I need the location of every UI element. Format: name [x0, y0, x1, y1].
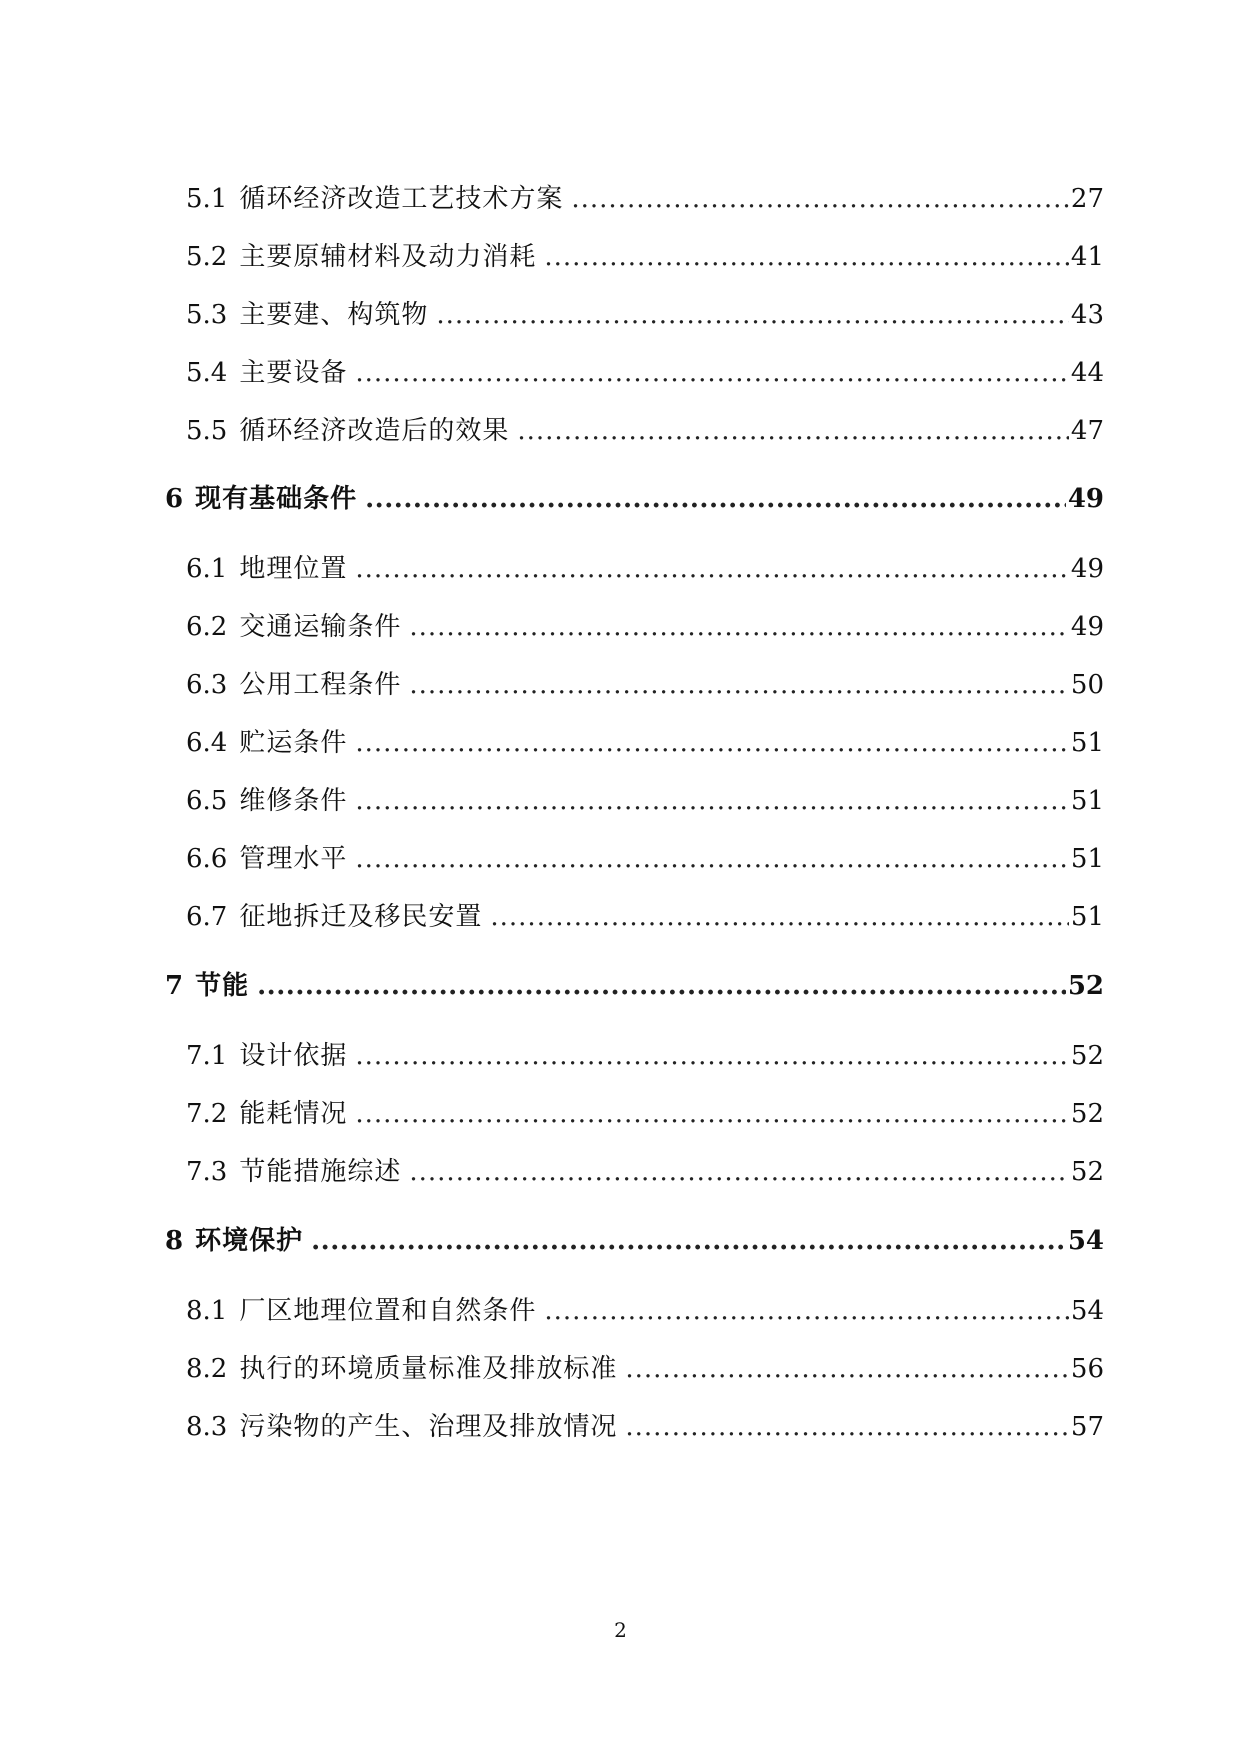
dot-leader — [409, 1152, 1069, 1192]
toc-entry-page: 43 — [1070, 300, 1104, 330]
toc-entry-number: 6.5 — [186, 786, 228, 816]
toc-entry-title: 地理位置 — [239, 554, 348, 584]
dot-leader — [409, 665, 1069, 705]
toc-entry-title: 主要原辅材料及动力消耗 — [239, 242, 537, 272]
toc-entry-number: 6.4 — [186, 728, 228, 758]
toc-entry-7-3[interactable] — [186, 1152, 1104, 1192]
toc-chapter-8[interactable] — [165, 1221, 1104, 1261]
dot-leader — [544, 1291, 1069, 1331]
toc-entry-8-1[interactable] — [186, 1291, 1104, 1331]
toc-entry-title: 厂区地理位置和自然条件 — [239, 1296, 537, 1326]
toc-entry-page: 49 — [1070, 612, 1104, 642]
toc-entry-page: 51 — [1070, 844, 1104, 874]
toc-entry-number: 5.5 — [186, 416, 228, 446]
toc-entry-title: 执行的环境质量标准及排放标准 — [239, 1354, 618, 1384]
toc-entry-title: 能耗情况 — [239, 1099, 348, 1129]
toc-chapter-6[interactable] — [165, 479, 1104, 519]
toc-entry-number: 6.2 — [186, 612, 228, 642]
toc-entry-page: 51 — [1070, 786, 1104, 816]
dot-leader — [355, 353, 1069, 393]
toc-chapter-title: 节能 — [195, 971, 250, 1001]
toc-entry-page: 47 — [1070, 416, 1104, 446]
toc-entry-number: 7.1 — [186, 1041, 228, 1071]
toc-entry-number: 7.2 — [186, 1099, 228, 1129]
toc-entry-6-4[interactable] — [186, 723, 1104, 763]
toc-entry-title: 循环经济改造工艺技术方案 — [239, 184, 564, 214]
toc-chapter-page: 49 — [1067, 484, 1104, 514]
toc-entry-page: 41 — [1070, 242, 1104, 272]
toc-entry-6-6[interactable] — [186, 839, 1104, 879]
toc-entry-6-7[interactable] — [186, 897, 1104, 937]
toc-entry-page: 52 — [1070, 1099, 1104, 1129]
dot-leader — [355, 781, 1069, 821]
toc-entry-title: 主要设备 — [239, 358, 348, 388]
toc-entry-page: 52 — [1070, 1041, 1104, 1071]
toc-entry-number: 5.1 — [186, 184, 228, 214]
toc-entry-5-2[interactable] — [186, 237, 1104, 277]
toc-chapter-number: 7 — [165, 971, 184, 1001]
dot-leader — [490, 897, 1069, 937]
toc-entry-number: 6.7 — [186, 902, 228, 932]
toc-entry-page: 51 — [1070, 728, 1104, 758]
toc-entry-7-2[interactable] — [186, 1094, 1104, 1134]
dot-leader — [355, 1036, 1069, 1076]
toc-entry-6-5[interactable] — [186, 781, 1104, 821]
toc-chapter-number: 8 — [165, 1226, 184, 1256]
toc-entry-title: 设计依据 — [239, 1041, 348, 1071]
toc-entry-number: 6.6 — [186, 844, 228, 874]
toc-chapter-number: 6 — [165, 484, 184, 514]
dot-leader — [311, 1221, 1066, 1261]
toc-entry-6-3[interactable] — [186, 665, 1104, 705]
toc-entry-page: 50 — [1070, 670, 1104, 700]
toc-entry-number: 8.3 — [186, 1412, 228, 1442]
toc-entry-title: 主要建、构筑物 — [239, 300, 429, 330]
dot-leader — [571, 179, 1069, 219]
toc-entry-title: 交通运输条件 — [239, 612, 402, 642]
toc-entry-title: 维修条件 — [239, 786, 348, 816]
toc-entry-title: 贮运条件 — [239, 728, 348, 758]
toc-chapter-7[interactable] — [165, 966, 1104, 1006]
toc-entry-6-1[interactable] — [186, 549, 1104, 589]
dot-leader — [355, 1094, 1069, 1134]
dot-leader — [625, 1407, 1069, 1447]
toc-entry-5-5[interactable] — [186, 411, 1104, 451]
page-number: 2 — [614, 1618, 627, 1642]
toc-entry-8-2[interactable] — [186, 1349, 1104, 1389]
toc-entry-title: 征地拆迁及移民安置 — [239, 902, 483, 932]
toc-chapter-title: 环境保护 — [195, 1226, 304, 1256]
toc-entry-page: 27 — [1070, 184, 1104, 214]
toc-chapter-page: 54 — [1067, 1226, 1104, 1256]
toc-entry-number: 5.4 — [186, 358, 228, 388]
toc-entry-title: 公用工程条件 — [239, 670, 402, 700]
toc-entry-title: 管理水平 — [239, 844, 348, 874]
toc-entry-5-1[interactable] — [186, 179, 1104, 219]
toc-chapter-title: 现有基础条件 — [195, 484, 358, 514]
toc-entry-number: 8.2 — [186, 1354, 228, 1384]
dot-leader — [436, 295, 1069, 335]
dot-leader — [355, 549, 1069, 589]
toc-entry-number: 6.1 — [186, 554, 228, 584]
dot-leader — [544, 237, 1069, 277]
dot-leader — [355, 839, 1069, 879]
toc-entry-page: 49 — [1070, 554, 1104, 584]
dot-leader — [409, 607, 1069, 647]
toc-entry-page: 44 — [1070, 358, 1104, 388]
dot-leader — [257, 966, 1066, 1006]
toc-entry-number: 5.2 — [186, 242, 228, 272]
toc-entry-title: 节能措施综述 — [239, 1157, 402, 1187]
toc-entry-title: 污染物的产生、治理及排放情况 — [239, 1412, 618, 1442]
toc-entry-page: 54 — [1070, 1296, 1104, 1326]
toc-entry-page: 51 — [1070, 902, 1104, 932]
dot-leader — [625, 1349, 1069, 1389]
dot-leader — [517, 411, 1069, 451]
toc-entry-7-1[interactable] — [186, 1036, 1104, 1076]
toc-entry-number: 5.3 — [186, 300, 228, 330]
dot-leader — [365, 479, 1066, 519]
toc-entry-page: 57 — [1070, 1412, 1104, 1442]
toc-entry-number: 6.3 — [186, 670, 228, 700]
toc-entry-title: 循环经济改造后的效果 — [239, 416, 510, 446]
toc-entry-8-3[interactable] — [186, 1407, 1104, 1447]
toc-entry-number: 7.3 — [186, 1157, 228, 1187]
toc-chapter-page: 52 — [1067, 971, 1104, 1001]
toc-entry-number: 8.1 — [186, 1296, 228, 1326]
dot-leader — [355, 723, 1069, 763]
toc-entry-5-4[interactable] — [186, 353, 1104, 393]
toc-entry-5-3[interactable] — [186, 295, 1104, 335]
toc-entry-page: 56 — [1070, 1354, 1104, 1384]
toc-entry-6-2[interactable] — [186, 607, 1104, 647]
toc-entry-page: 52 — [1070, 1157, 1104, 1187]
